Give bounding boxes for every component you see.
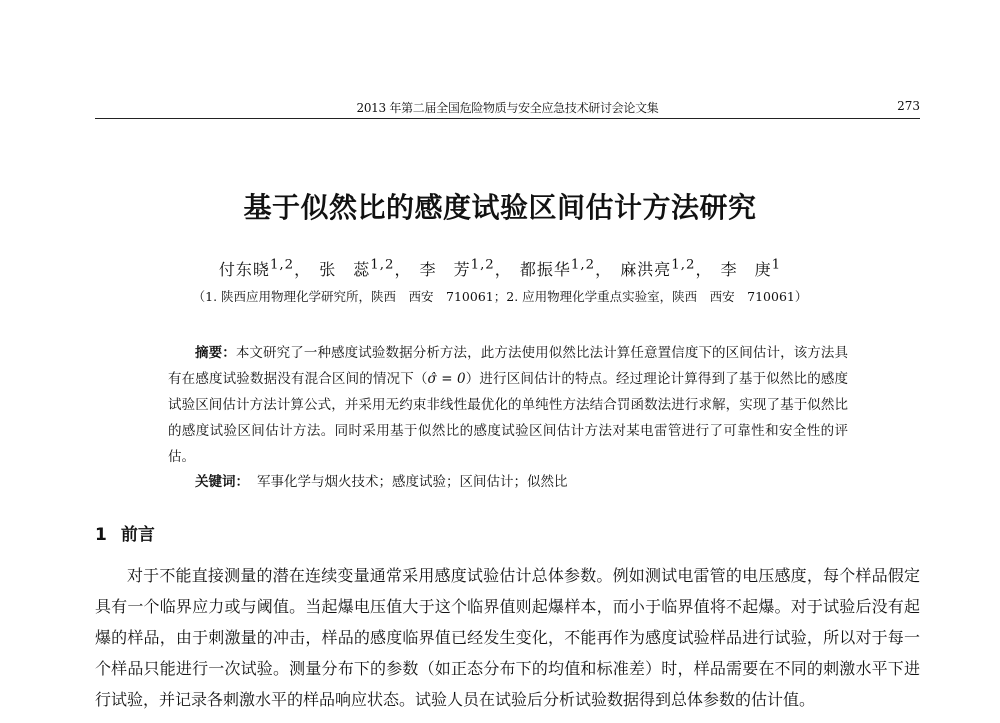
sigma-hat-formula: σ̂ = 0 bbox=[427, 371, 466, 387]
running-title: 2013 年第二届全国危险物质与安全应急技术研讨会论文集 bbox=[356, 101, 659, 115]
section-paragraph: 对于不能直接测量的潜在连续变量通常采用感度试验估计总体参数。例如测试电雷管的电压感度，每个样品假定具有一个临界应力或与阈值。当起爆电压值大于这个临界值则起爆样本，而小于临界值将不起爆。对于试验后没有起爆的样品，由于刺激量的冲击，样品的感度临界值已经发生变化，不能再作为感度试验样品进行试验，所以对于每一个样品只能进行一次试验。测量分布下的参数（如正态分布下的均值和标准差）时，样品需要在不同的刺激水平下进行试验，并记录各刺激水平的样品响应状态。试验人员在试验后分析试验数据得到总体参数的估计值。 bbox=[95, 566, 920, 709]
author-name: 都振华 bbox=[519, 260, 571, 279]
author-name: 李 芳 bbox=[419, 260, 471, 279]
abstract bbox=[168, 340, 848, 470]
affiliations: （1. 陕西应用物理化学研究所，陕西 西安 710061；2. 应用物理化学重点实验室，陕西 西安 710061） bbox=[192, 289, 808, 304]
author-name: 张 蕊 bbox=[319, 260, 371, 279]
author-name: 李 庚 bbox=[720, 260, 772, 279]
keywords bbox=[168, 470, 848, 490]
author-affil-sup: 1,2 bbox=[370, 257, 395, 273]
author-affil-sup: 1,2 bbox=[269, 257, 295, 273]
abstract-text-after: ）进行区间估计的特点。经过理论计算得到了基于似然比的感度试验区间估计方法计算公式，并采用无约束非线性最优化的单纯性方法结合罚函数法进行求解，实现了基于似然比的感度试验区间估计方法。同时采用基于似然比的感度试验区间估计方法对某电雷管进行了可靠性和安全性的评估。 bbox=[168, 371, 849, 465]
section-title: 前言 bbox=[120, 525, 155, 545]
author-affil-sup: 1 bbox=[771, 257, 782, 273]
abstract-text-before: 本文研究了一种感度试验数据分析方法，此方法使用似然比法计算任意置信度下的区间估计，该方法具有在感度试验数据没有混合区间的情况下（ bbox=[168, 345, 849, 387]
keywords-text: 军事化学与烟火技术；感度试验；区间估计；似然比 bbox=[257, 474, 568, 490]
author-affil-sup: 1,2 bbox=[570, 257, 596, 273]
author-affil-sup: 1,2 bbox=[671, 257, 696, 273]
author-separator: ， bbox=[695, 260, 713, 279]
author-separator: ， bbox=[494, 260, 512, 279]
abstract-label: 摘要： bbox=[195, 345, 236, 361]
section-heading bbox=[95, 520, 155, 545]
keywords-label: 关键词： bbox=[195, 474, 249, 490]
running-header bbox=[95, 96, 920, 119]
author-affil-sup: 1,2 bbox=[470, 257, 495, 273]
page-number: 273 bbox=[897, 99, 920, 113]
paper-title: 基于似然比的感度试验区间估计方法研究 bbox=[243, 191, 757, 224]
author-separator: ， bbox=[394, 260, 412, 279]
author-name: 麻洪亮 bbox=[620, 260, 672, 279]
author-name: 付东晓 bbox=[218, 260, 270, 279]
author-list bbox=[0, 257, 1000, 280]
author-separator: ， bbox=[294, 260, 312, 279]
author-separator: ， bbox=[595, 260, 613, 279]
section-number: 1 bbox=[95, 525, 107, 545]
